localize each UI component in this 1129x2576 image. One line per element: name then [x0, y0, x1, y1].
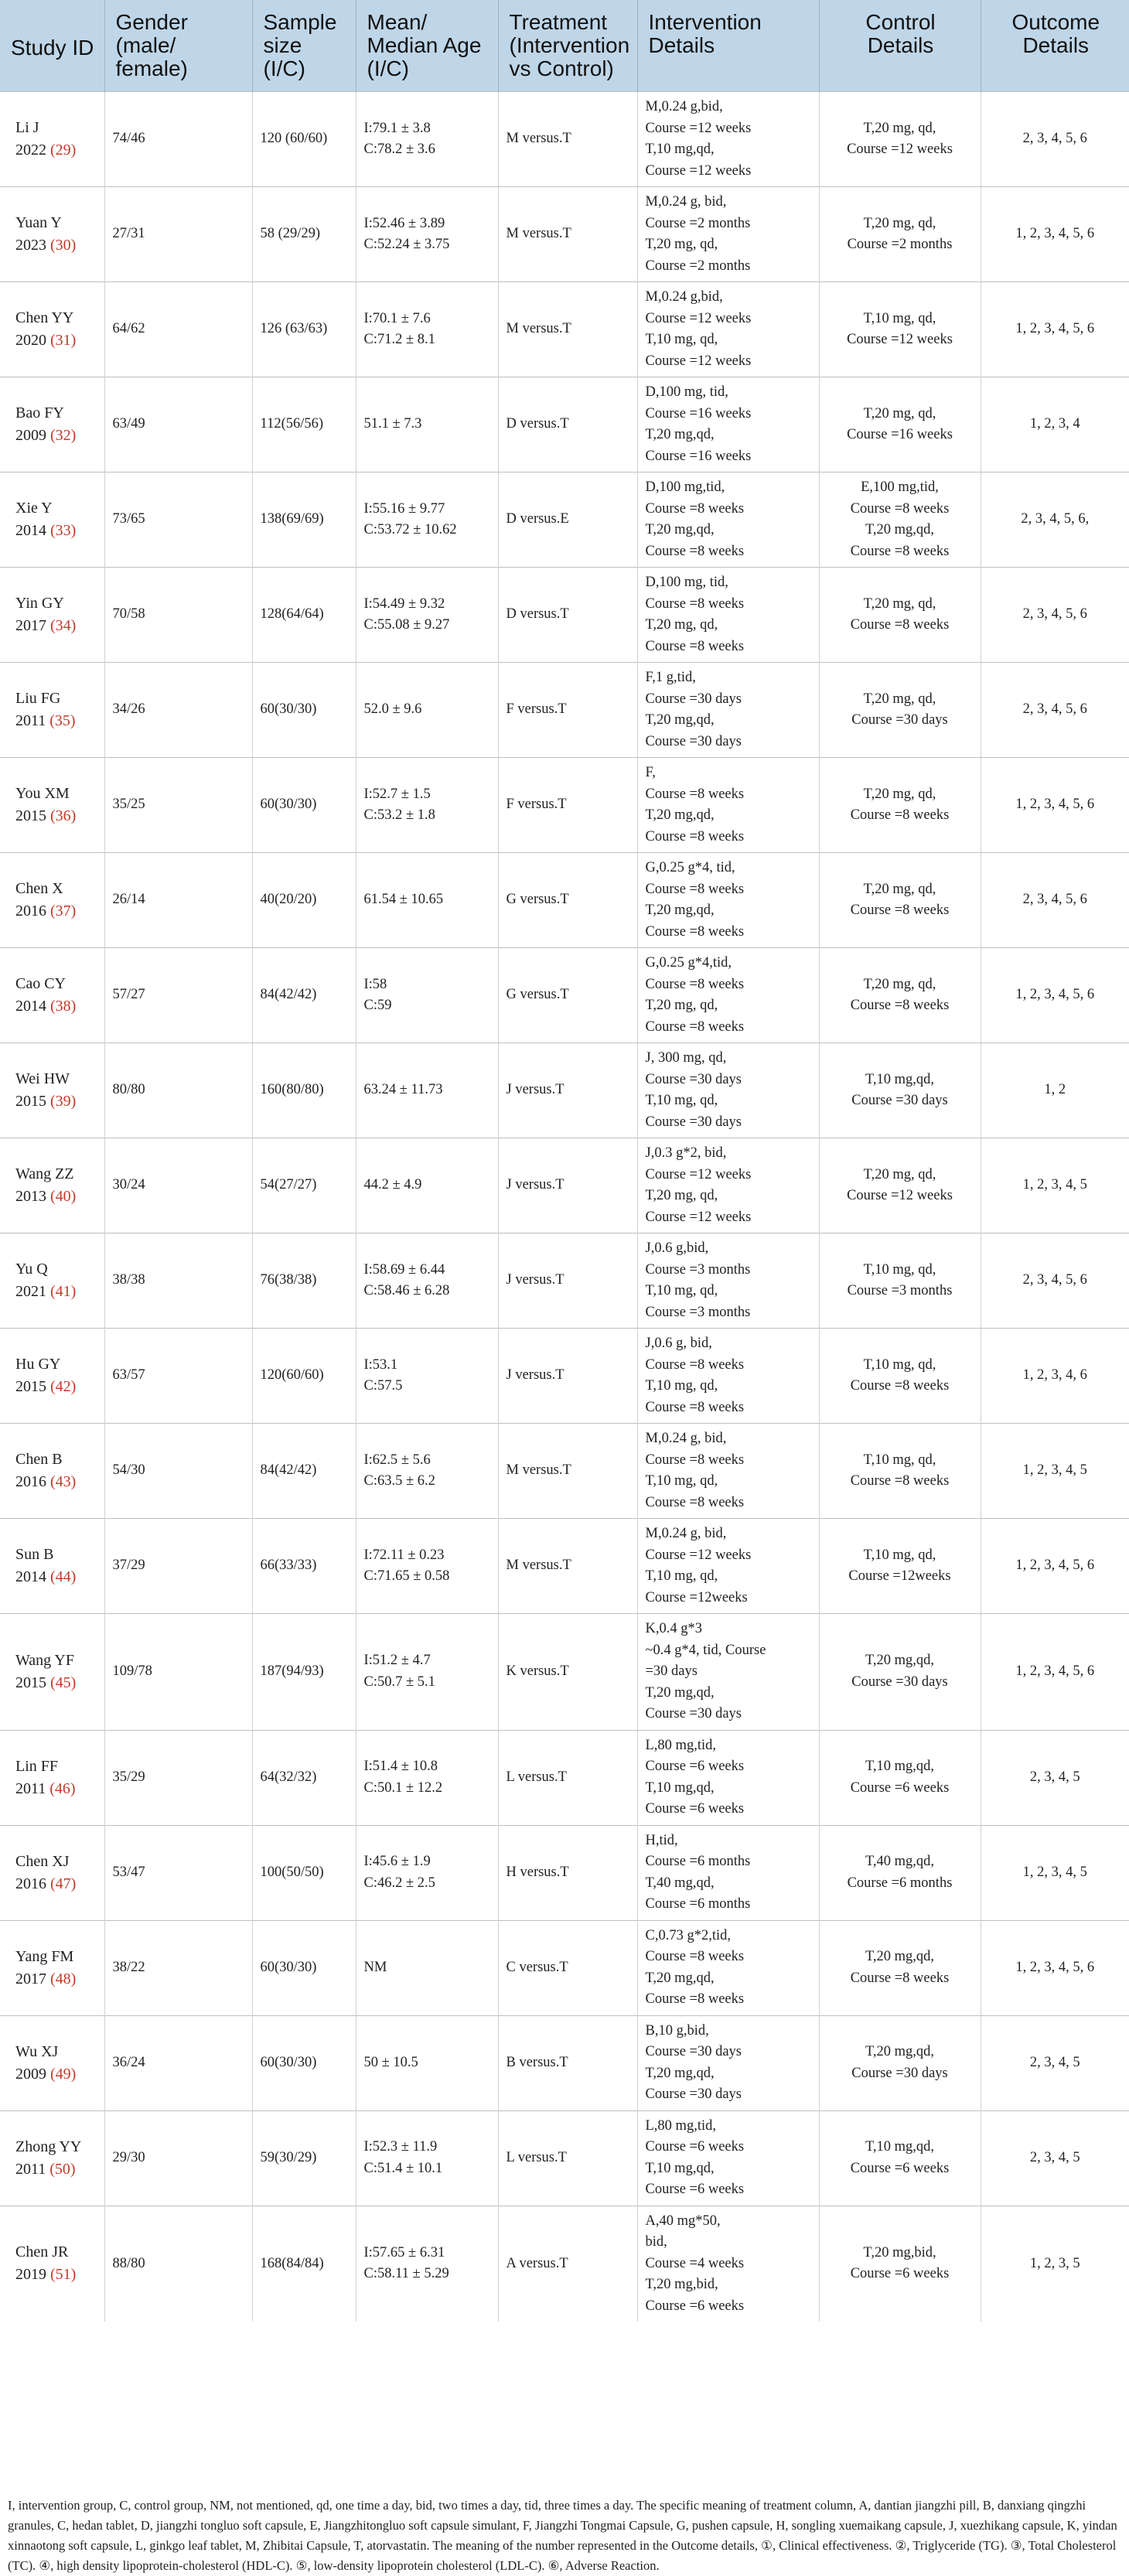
study-id-cell: [0, 2015, 104, 2110]
control-cell: T,10 mg, qd, Course =12 weeks: [819, 282, 981, 377]
study-id-cell: [0, 758, 104, 853]
gender-cell: 37/29: [104, 1519, 252, 1614]
study-year: 2014: [15, 522, 46, 539]
reference-link[interactable]: (49): [50, 2065, 77, 2083]
intervention-cell: J,0.3 g*2, bid, Course =12 weeks T,20 mg, qd, Course =12 weeks: [637, 1138, 819, 1233]
control-cell: T,20 mg, qd, Course =12 weeks: [819, 92, 981, 187]
treatment-cell: F versus.T: [498, 663, 637, 758]
treatment-cell: M versus.T: [498, 1519, 637, 1614]
reference-link[interactable]: (29): [50, 142, 77, 159]
study-year: 2017: [15, 617, 46, 634]
intervention-cell: J,0.6 g,bid, Course =3 months T,10 mg, qd, Course =3 months: [637, 1233, 819, 1329]
table-footnote: I, intervention group, C, control group, NM, not mentioned, qd, one time a day, bid, two times a day, tid, three times a day. The specific meaning of treatment column, A, dantian jiangzhi pill, B, danxiang qingzhi granules, C, hedan tablet, D, jiangzhi tongluo soft capsule, E, Jiangzhitongluo soft capsule simulant, F, Jiangzhi Tongmai Capsule, G, pushen capsule, H, songling xuemaikang capsule, J, xuezhikang capsule, K, yindan xinnaotong soft capsule, L, ginkgo leaf tablet, M, Zhibitai Capsule, T, atorvastatin. The meaning of the number represented in the Outcome details, ①, Clinical effectiveness. ②, Triglyceride (TG). ③, Total Cholesterol (TC). ④, high density lipoprotein-cholesterol (HDL-C). ⑤, low-density lipoprotein cholesterol (LDL-C). ⑥, Adverse Reaction.: [8, 2498, 1117, 2573]
table-row: [0, 1825, 1129, 1920]
table-row: [0, 2015, 1129, 2110]
study-year: 2019: [15, 2266, 46, 2284]
intervention-cell: A,40 mg*50, bid, Course =4 weeks T,20 mg,bid, Course =6 weeks: [637, 2206, 819, 2322]
intervention-cell: L,80 mg,tid, Course =6 weeks T,10 mg,qd, Course =6 weeks: [637, 2110, 819, 2206]
table-row: [0, 948, 1129, 1043]
reference-link[interactable]: (42): [50, 1378, 77, 1395]
study-id-cell: [0, 1519, 104, 1614]
age-cell: I:45.6 ± 1.9 C:46.2 ± 2.5: [356, 1825, 498, 1920]
outcome-cell: 1, 2, 3, 4, 6: [981, 1329, 1129, 1424]
study-year: 2022: [15, 142, 46, 159]
control-cell: E,100 mg,tid, Course =8 weeks T,20 mg,qd, Course =8 weeks: [819, 473, 981, 568]
study-id-cell: [0, 1329, 104, 1424]
treatment-cell: M versus.T: [498, 92, 637, 187]
study-author: Chen X: [15, 880, 63, 897]
sample-size-cell: 76(38/38): [252, 1233, 356, 1329]
table-row: [0, 1233, 1129, 1329]
study-author: Lin FF: [15, 1757, 59, 1775]
table-row: [0, 1043, 1129, 1138]
header-sample-size: Sample size (I/C): [252, 0, 356, 92]
table-row: [0, 187, 1129, 282]
treatment-cell: K versus.T: [498, 1614, 637, 1731]
intervention-cell: J,0.6 g, bid, Course =8 weeks T,10 mg, qd, Course =8 weeks: [637, 1329, 819, 1424]
control-cell: T,10 mg,qd, Course =6 weeks: [819, 2110, 981, 2206]
study-author: Chen XJ: [15, 1852, 70, 1870]
study-author: Liu FG: [15, 690, 61, 707]
sample-size-cell: 40(20/20): [252, 853, 356, 948]
outcome-cell: 2, 3, 4, 5, 6,: [981, 473, 1129, 568]
study-id-cell: [0, 1920, 104, 2015]
study-id-cell: [0, 568, 104, 663]
sample-size-cell: 59(30/29): [252, 2110, 356, 2206]
treatment-cell: C versus.T: [498, 1920, 637, 2015]
study-year: 2020: [15, 332, 46, 349]
study-year: 2015: [15, 807, 46, 824]
study-year: 2015: [15, 1674, 46, 1691]
age-cell: I:57.65 ± 6.31 C:58.11 ± 5.29: [356, 2206, 498, 2322]
age-cell: I:72.11 ± 0.23 C:71.65 ± 0.58: [356, 1519, 498, 1614]
study-author: Chen B: [15, 1451, 63, 1468]
age-cell: I:53.1 C:57.5: [356, 1329, 498, 1424]
study-author: Cao CY: [15, 975, 66, 992]
outcome-cell: 1, 2, 3, 5: [981, 2206, 1129, 2322]
intervention-cell: L,80 mg,tid, Course =6 weeks T,10 mg,qd, Course =6 weeks: [637, 1730, 819, 1825]
age-cell: 61.54 ± 10.65: [356, 853, 498, 948]
treatment-cell: L versus.T: [498, 1730, 637, 1825]
header-gender: Gender (male/ female): [104, 0, 252, 92]
treatment-cell: M versus.T: [498, 1424, 637, 1519]
sample-size-cell: 84(42/42): [252, 1424, 356, 1519]
study-year: 2015: [15, 1093, 46, 1110]
study-id-cell: [0, 853, 104, 948]
treatment-cell: D versus.E: [498, 473, 637, 568]
reference-link[interactable]: (38): [50, 998, 77, 1015]
study-year: 2017: [15, 1970, 46, 1987]
age-cell: I:51.4 ± 10.8 C:50.1 ± 12.2: [356, 1730, 498, 1825]
table-row: [0, 377, 1129, 473]
table-row: [0, 1138, 1129, 1233]
sample-size-cell: 58 (29/29): [252, 187, 356, 282]
study-author: Xie Y: [15, 500, 53, 517]
outcome-cell: 1, 2, 3, 4, 5, 6: [981, 1920, 1129, 2015]
sample-size-cell: 60(30/30): [252, 2015, 356, 2110]
study-year: 2015: [15, 1378, 46, 1395]
reference-link[interactable]: (39): [50, 1093, 77, 1110]
sample-size-cell: 187(94/93): [252, 1614, 356, 1731]
intervention-cell: M,0.24 g,bid, Course =12 weeks T,10 mg, qd, Course =12 weeks: [637, 282, 819, 377]
sample-size-cell: 126 (63/63): [252, 282, 356, 377]
age-cell: 44.2 ± 4.9: [356, 1138, 498, 1233]
sample-size-cell: 60(30/30): [252, 758, 356, 853]
outcome-cell: 1, 2, 3, 4, 5: [981, 1825, 1129, 1920]
table-row: [0, 1614, 1129, 1731]
gender-cell: 73/65: [104, 473, 252, 568]
control-cell: T,20 mg, qd, Course =8 weeks: [819, 948, 981, 1043]
age-cell: I:52.46 ± 3.89 C:52.24 ± 3.75: [356, 187, 498, 282]
gender-cell: 64/62: [104, 282, 252, 377]
gender-cell: 53/47: [104, 1825, 252, 1920]
reference-link[interactable]: (37): [50, 902, 77, 920]
gender-cell: 88/80: [104, 2206, 252, 2322]
gender-cell: 34/26: [104, 663, 252, 758]
control-cell: T,10 mg, qd, Course =12weeks: [819, 1519, 981, 1614]
reference-link[interactable]: (36): [50, 807, 77, 824]
treatment-cell: J versus.T: [498, 1043, 637, 1138]
age-cell: 51.1 ± 7.3: [356, 377, 498, 473]
treatment-cell: F versus.T: [498, 758, 637, 853]
age-cell: NM: [356, 1920, 498, 2015]
header-intervention: Intervention Details: [637, 0, 819, 92]
study-author: Yin GY: [15, 595, 64, 612]
reference-link[interactable]: (32): [50, 427, 77, 444]
header-age: Mean/ Median Age (I/C): [356, 0, 498, 92]
study-year: 2011: [15, 1779, 46, 1797]
control-cell: T,10 mg,qd, Course =6 weeks: [819, 1730, 981, 1825]
study-year: 2021: [15, 1283, 46, 1300]
gender-cell: 30/24: [104, 1138, 252, 1233]
study-id-cell: [0, 948, 104, 1043]
study-id-cell: [0, 1614, 104, 1731]
study-year: 2023: [15, 237, 46, 254]
header-treatment: Treatment (Intervention vs Control): [498, 0, 637, 92]
treatment-cell: H versus.T: [498, 1825, 637, 1920]
outcome-cell: 1, 2: [981, 1043, 1129, 1138]
treatment-cell: M versus.T: [498, 187, 637, 282]
table-row: [0, 1424, 1129, 1519]
treatment-cell: D versus.T: [498, 568, 637, 663]
age-cell: I:79.1 ± 3.8 C:78.2 ± 3.6: [356, 92, 498, 187]
age-cell: I:54.49 ± 9.32 C:55.08 ± 9.27: [356, 568, 498, 663]
outcome-cell: 2, 3, 4, 5, 6: [981, 92, 1129, 187]
outcome-cell: 1, 2, 3, 4, 5: [981, 1424, 1129, 1519]
table-row: [0, 758, 1129, 853]
gender-cell: 109/78: [104, 1614, 252, 1731]
intervention-cell: M,0.24 g, bid, Course =2 months T,20 mg, qd, Course =2 months: [637, 187, 819, 282]
outcome-cell: 2, 3, 4, 5: [981, 1730, 1129, 1825]
age-cell: 52.0 ± 9.6: [356, 663, 498, 758]
study-id-cell: [0, 473, 104, 568]
study-author: Wang YF: [15, 1651, 74, 1669]
control-cell: T,20 mg, qd, Course =16 weeks: [819, 377, 981, 473]
study-author: Chen JR: [15, 2243, 69, 2261]
outcome-cell: 1, 2, 3, 4: [981, 377, 1129, 473]
table-row: [0, 568, 1129, 663]
sample-size-cell: 66(33/33): [252, 1519, 356, 1614]
intervention-cell: G,0.25 g*4,tid, Course =8 weeks T,20 mg, qd, Course =8 weeks: [637, 948, 819, 1043]
study-author: Yu Q: [15, 1261, 48, 1278]
reference-link[interactable]: (35): [49, 712, 76, 729]
study-id-cell: [0, 282, 104, 377]
reference-link[interactable]: (33): [50, 522, 77, 539]
outcome-cell: 2, 3, 4, 5: [981, 2015, 1129, 2110]
age-cell: I:58.69 ± 6.44 C:58.46 ± 6.28: [356, 1233, 498, 1329]
intervention-cell: J, 300 mg, qd, Course =30 days T,10 mg, qd, Course =30 days: [637, 1043, 819, 1138]
sample-size-cell: 60(30/30): [252, 1920, 356, 2015]
control-cell: T,20 mg, qd, Course =8 weeks: [819, 853, 981, 948]
table-row: [0, 2206, 1129, 2322]
reference-link[interactable]: (46): [49, 1779, 76, 1797]
study-author: Zhong YY: [15, 2138, 82, 2155]
study-author: Sun B: [15, 1546, 54, 1563]
study-author: Hu GY: [15, 1356, 61, 1373]
reference-link[interactable]: (44): [50, 1568, 77, 1585]
table-row: [0, 1730, 1129, 1825]
gender-cell: 35/29: [104, 1730, 252, 1825]
table-row: [0, 92, 1129, 187]
study-year: 2009: [15, 427, 46, 444]
control-cell: T,20 mg,qd, Course =8 weeks: [819, 1920, 981, 2015]
control-cell: T,10 mg, qd, Course =3 months: [819, 1233, 981, 1329]
sample-size-cell: 60(30/30): [252, 663, 356, 758]
gender-cell: 63/57: [104, 1329, 252, 1424]
reference-link[interactable]: (31): [50, 332, 77, 349]
table-row: [0, 1920, 1129, 2015]
reference-link[interactable]: (30): [50, 237, 77, 254]
reference-link[interactable]: (47): [50, 1875, 77, 1892]
intervention-cell: M,0.24 g, bid, Course =12 weeks T,10 mg, qd, Course =12weeks: [637, 1519, 819, 1614]
study-id-cell: [0, 377, 104, 473]
study-year: 2011: [15, 2160, 46, 2178]
intervention-cell: C,0.73 g*2,tid, Course =8 weeks T,20 mg,qd, Course =8 weeks: [637, 1920, 819, 2015]
treatment-cell: L versus.T: [498, 2110, 637, 2206]
reference-link[interactable]: (45): [50, 1674, 77, 1691]
age-cell: I:51.2 ± 4.7 C:50.7 ± 5.1: [356, 1614, 498, 1731]
intervention-cell: G,0.25 g*4, tid, Course =8 weeks T,20 mg,qd, Course =8 weeks: [637, 853, 819, 948]
age-cell: I:62.5 ± 5.6 C:63.5 ± 6.2: [356, 1424, 498, 1519]
study-id-cell: [0, 92, 104, 187]
header-outcome: Outcome Details: [981, 0, 1129, 92]
gender-cell: 27/31: [104, 187, 252, 282]
treatment-cell: D versus.T: [498, 377, 637, 473]
reference-link[interactable]: (51): [50, 2266, 77, 2284]
gender-cell: 57/27: [104, 948, 252, 1043]
age-cell: I:52.7 ± 1.5 C:53.2 ± 1.8: [356, 758, 498, 853]
control-cell: T,20 mg, qd, Course =30 days: [819, 663, 981, 758]
study-id-cell: [0, 663, 104, 758]
treatment-cell: J versus.T: [498, 1233, 637, 1329]
outcome-cell: 2, 3, 4, 5, 6: [981, 663, 1129, 758]
outcome-cell: 2, 3, 4, 5: [981, 2110, 1129, 2206]
study-author: Wei HW: [15, 1070, 70, 1087]
table-row: [0, 2110, 1129, 2206]
intervention-cell: B,10 g,bid, Course =30 days T,20 mg,qd, Course =30 days: [637, 2015, 819, 2110]
gender-cell: 26/14: [104, 853, 252, 948]
table-row: [0, 473, 1129, 568]
gender-cell: 80/80: [104, 1043, 252, 1138]
control-cell: T,20 mg,qd, Course =30 days: [819, 1614, 981, 1731]
study-id-cell: [0, 1825, 104, 1920]
control-cell: T,20 mg, qd, Course =8 weeks: [819, 758, 981, 853]
table-row: [0, 1519, 1129, 1614]
study-year: 2016: [15, 1875, 46, 1892]
reference-link[interactable]: (34): [50, 617, 77, 634]
study-year: 2011: [15, 712, 46, 729]
intervention-cell: D,100 mg,tid, Course =8 weeks T,20 mg,qd, Course =8 weeks: [637, 473, 819, 568]
study-author: Wang ZZ: [15, 1165, 74, 1182]
table-body: [0, 92, 1129, 2322]
intervention-cell: H,tid, Course =6 months T,40 mg,qd, Course =6 months: [637, 1825, 819, 1920]
treatment-cell: G versus.T: [498, 853, 637, 948]
reference-link[interactable]: (40): [50, 1188, 77, 1205]
outcome-cell: 2, 3, 4, 5, 6: [981, 1233, 1129, 1329]
study-id-cell: [0, 2110, 104, 2206]
table-row: [0, 853, 1129, 948]
outcome-cell: 1, 2, 3, 4, 5, 6: [981, 187, 1129, 282]
outcome-cell: 1, 2, 3, 4, 5, 6: [981, 282, 1129, 377]
intervention-cell: K,0.4 g*3 ~0.4 g*4, tid, Course =30 days T,20 mg,qd, Course =30 days: [637, 1614, 819, 1731]
study-year: 2016: [15, 902, 46, 920]
treatment-cell: M versus.T: [498, 282, 637, 377]
sample-size-cell: 168(84/84): [252, 2206, 356, 2322]
age-cell: 63.24 ± 11.73: [356, 1043, 498, 1138]
sample-size-cell: 138(69/69): [252, 473, 356, 568]
control-cell: T,20 mg, qd, Course =12 weeks: [819, 1138, 981, 1233]
control-cell: T,40 mg,qd, Course =6 months: [819, 1825, 981, 1920]
control-cell: T,20 mg, qd, Course =8 weeks: [819, 568, 981, 663]
control-cell: T,10 mg, qd, Course =8 weeks: [819, 1424, 981, 1519]
gender-cell: 35/25: [104, 758, 252, 853]
reference-link[interactable]: (41): [50, 1283, 77, 1300]
study-year: 2014: [15, 1568, 46, 1585]
control-cell: T,20 mg,bid, Course =6 weeks: [819, 2206, 981, 2322]
study-author: Bao FY: [15, 404, 64, 421]
reference-link[interactable]: (43): [50, 1473, 77, 1490]
study-author: Li J: [15, 119, 39, 136]
treatment-cell: A versus.T: [498, 2206, 637, 2322]
sample-size-cell: 100(50/50): [252, 1825, 356, 1920]
study-id-cell: [0, 1043, 104, 1138]
control-cell: T,10 mg,qd, Course =30 days: [819, 1043, 981, 1138]
study-id-cell: [0, 1138, 104, 1233]
intervention-cell: D,100 mg, tid, Course =8 weeks T,20 mg, qd, Course =8 weeks: [637, 568, 819, 663]
treatment-cell: G versus.T: [498, 948, 637, 1043]
reference-link[interactable]: (50): [49, 2160, 76, 2178]
gender-cell: 29/30: [104, 2110, 252, 2206]
outcome-cell: 1, 2, 3, 4, 5, 6: [981, 1519, 1129, 1614]
header-study-id: Study ID: [0, 0, 104, 92]
age-cell: I:70.1 ± 7.6 C:71.2 ± 8.1: [356, 282, 498, 377]
study-author: Yuan Y: [15, 214, 62, 231]
sample-size-cell: 160(80/80): [252, 1043, 356, 1138]
reference-link[interactable]: (48): [50, 1970, 77, 1987]
gender-cell: 36/24: [104, 2015, 252, 2110]
intervention-cell: F,1 g,tid, Course =30 days T,20 mg,qd, Course =30 days: [637, 663, 819, 758]
sample-size-cell: 54(27/27): [252, 1138, 356, 1233]
treatment-cell: J versus.T: [498, 1138, 637, 1233]
study-id-cell: [0, 1233, 104, 1329]
age-cell: I:55.16 ± 9.77 C:53.72 ± 10.62: [356, 473, 498, 568]
age-cell: I:52.3 ± 11.9 C:51.4 ± 10.1: [356, 2110, 498, 2206]
study-id-cell: [0, 187, 104, 282]
treatment-cell: B versus.T: [498, 2015, 637, 2110]
sample-size-cell: 120(60/60): [252, 1329, 356, 1424]
age-cell: 50 ± 10.5: [356, 2015, 498, 2110]
outcome-cell: 1, 2, 3, 4, 5, 6: [981, 948, 1129, 1043]
gender-cell: 38/38: [104, 1233, 252, 1329]
age-cell: I:58 C:59: [356, 948, 498, 1043]
sample-size-cell: 64(32/32): [252, 1730, 356, 1825]
study-year: 2016: [15, 1473, 46, 1490]
study-author: Chen YY: [15, 309, 74, 326]
header-control: Control Details: [819, 0, 981, 92]
outcome-cell: 2, 3, 4, 5, 6: [981, 853, 1129, 948]
sample-size-cell: 112(56/56): [252, 377, 356, 473]
study-id-cell: [0, 1424, 104, 1519]
intervention-cell: M,0.24 g, bid, Course =8 weeks T,10 mg, qd, Course =8 weeks: [637, 1424, 819, 1519]
sample-size-cell: 120 (60/60): [252, 92, 356, 187]
sample-size-cell: 128(64/64): [252, 568, 356, 663]
gender-cell: 74/46: [104, 92, 252, 187]
study-year: 2013: [15, 1188, 46, 1205]
control-cell: T,20 mg,qd, Course =30 days: [819, 2015, 981, 2110]
table-row: [0, 1329, 1129, 1424]
gender-cell: 70/58: [104, 568, 252, 663]
study-author: You XM: [15, 785, 70, 802]
outcome-cell: 2, 3, 4, 5, 6: [981, 568, 1129, 663]
table-header-row: [0, 0, 1129, 92]
study-id-cell: [0, 2206, 104, 2322]
outcome-cell: 1, 2, 3, 4, 5, 6: [981, 1614, 1129, 1731]
study-year: 2014: [15, 998, 46, 1015]
study-id-cell: [0, 1730, 104, 1825]
gender-cell: 54/30: [104, 1424, 252, 1519]
intervention-cell: F, Course =8 weeks T,20 mg,qd, Course =8 weeks: [637, 758, 819, 853]
control-cell: T,10 mg, qd, Course =8 weeks: [819, 1329, 981, 1424]
outcome-cell: 1, 2, 3, 4, 5: [981, 1138, 1129, 1233]
study-year: 2009: [15, 2065, 46, 2083]
outcome-cell: 1, 2, 3, 4, 5, 6: [981, 758, 1129, 853]
control-cell: T,20 mg, qd, Course =2 months: [819, 187, 981, 282]
intervention-cell: M,0.24 g,bid, Course =12 weeks T,10 mg,qd, Course =12 weeks: [637, 92, 819, 187]
study-author: Yang FM: [15, 1947, 74, 1965]
table-row: [0, 282, 1129, 377]
intervention-cell: D,100 mg, tid, Course =16 weeks T,20 mg,qd, Course =16 weeks: [637, 377, 819, 473]
gender-cell: 63/49: [104, 377, 252, 473]
table-row: [0, 663, 1129, 758]
study-author: Wu XJ: [15, 2042, 59, 2060]
gender-cell: 38/22: [104, 1920, 252, 2015]
sample-size-cell: 84(42/42): [252, 948, 356, 1043]
treatment-cell: J versus.T: [498, 1329, 637, 1424]
